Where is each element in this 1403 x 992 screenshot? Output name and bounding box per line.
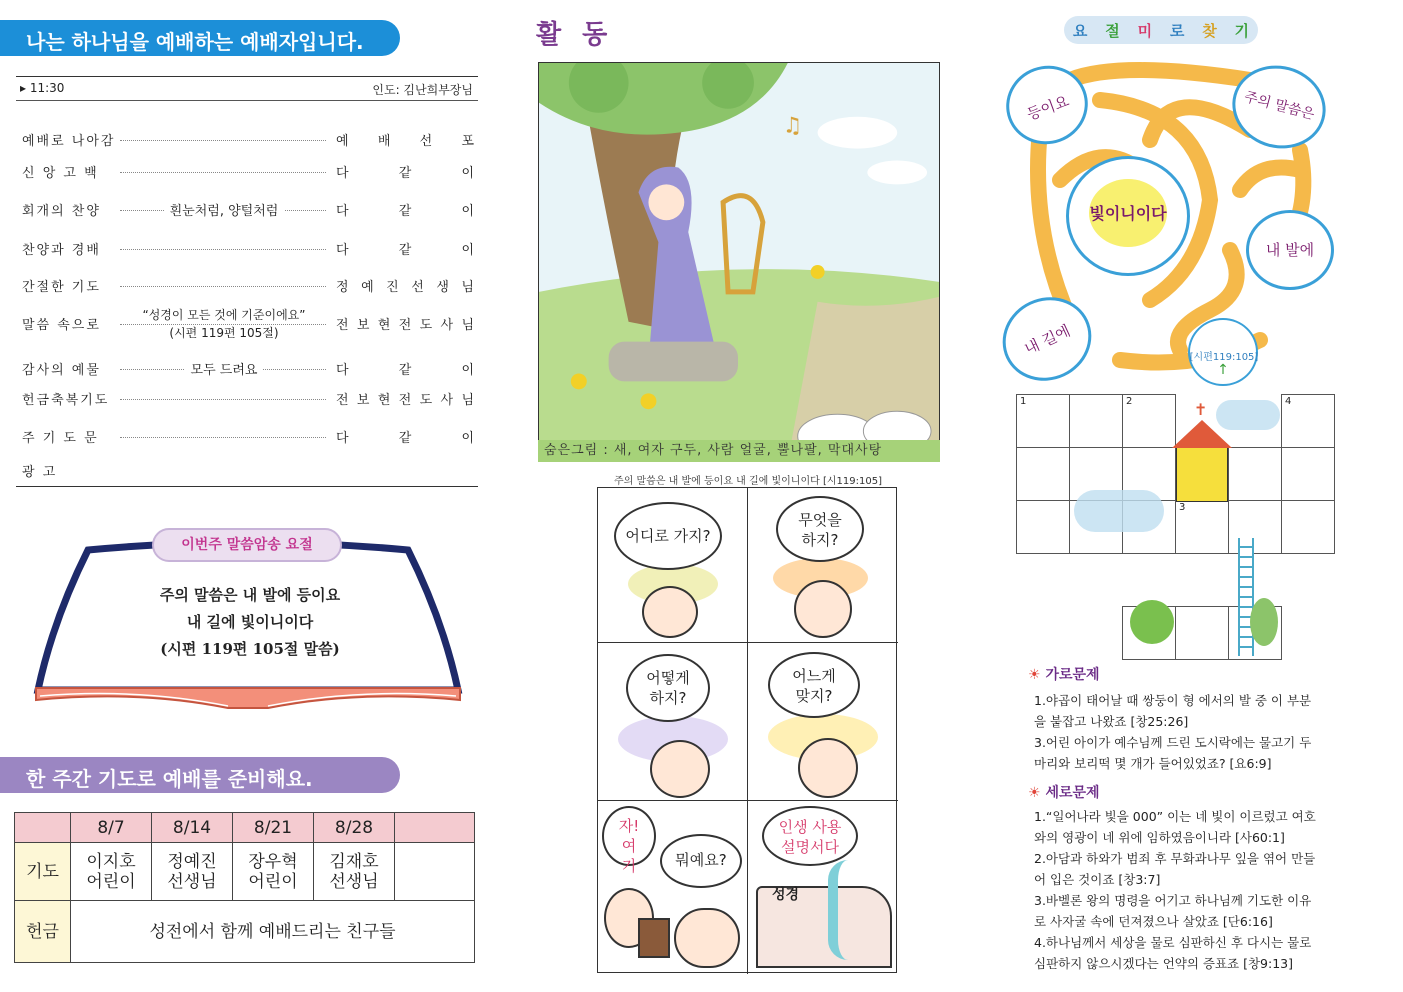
speech-bubble: 인생 사용 설명서다 — [762, 806, 858, 866]
order-right-char: 현 — [377, 318, 391, 333]
light-bulb-center — [1066, 156, 1190, 276]
down-title: 세로문제 — [1045, 785, 1100, 801]
order-right-char: 같 — [398, 204, 412, 219]
order-right-char: 보 — [356, 318, 370, 333]
clue-line: 마리와 보리떡 몇 개가 들어있었죠? [요6:9] — [1034, 756, 1272, 771]
hidden-picture-illustration — [538, 62, 940, 462]
down-heading — [1028, 782, 1100, 802]
order-right-char: 님 — [461, 393, 474, 408]
clue-line: 로 사자굴 속에 던져졌으나 살았죠 [단6:16] — [1034, 914, 1273, 929]
tree-icon — [1130, 600, 1174, 644]
order-right — [336, 389, 474, 408]
crossword-cell[interactable] — [1016, 500, 1070, 554]
divider — [16, 76, 478, 77]
order-right — [336, 359, 474, 378]
order-right-char: 다 — [336, 243, 349, 258]
crossword-cell[interactable] — [1122, 394, 1176, 448]
order-right-char: 이 — [461, 243, 474, 258]
order-right-char: 같 — [398, 431, 412, 446]
date-cell: 8/28 — [314, 813, 395, 843]
dotted-leader — [120, 172, 326, 173]
order-right-char: 같 — [398, 243, 412, 258]
order-right-char: 전 — [336, 318, 349, 333]
light-bulb: 내 길에 — [989, 283, 1105, 395]
order-right-char: 포 — [461, 134, 474, 149]
order-row — [22, 389, 474, 411]
order-right — [336, 314, 474, 333]
across-clues — [1034, 690, 1334, 774]
crossword-cell[interactable] — [1016, 394, 1070, 448]
order-right-char: 다 — [336, 363, 349, 378]
sun-icon: ☀ — [1028, 785, 1041, 801]
order-right-char: 전 — [398, 393, 412, 408]
order-right — [336, 276, 474, 295]
comic-strip — [597, 487, 897, 973]
dotted-leader — [120, 140, 326, 141]
child-face — [650, 740, 710, 798]
clue-line: 을 붙잡고 나왔죠 [창25:26] — [1034, 714, 1189, 729]
offering-text: 성전에서 함께 예배드리는 친구들 — [71, 901, 475, 963]
light-bulb: 내 발에 — [1246, 210, 1334, 290]
order-right-char: 배 — [377, 134, 391, 149]
order-right-char: 도 — [419, 318, 433, 333]
order-label: 신 앙 고 백 — [22, 166, 99, 181]
order-right — [336, 427, 474, 446]
crossword-cell[interactable] — [1228, 447, 1282, 501]
memory-verse — [80, 582, 420, 663]
order-right-char: 같 — [398, 363, 412, 378]
prayer-person: 김재호 선생님 — [314, 843, 395, 901]
title-char: 미 — [1137, 21, 1153, 40]
clue-line: 와의 영광이 네 위에 임하였음이니라 [사60:1] — [1034, 830, 1285, 845]
svg-text:♫: ♫ — [782, 113, 803, 139]
worship-leader: 인도: 김난희부장님 — [372, 83, 473, 97]
order-right — [336, 239, 474, 258]
order-label: 감사의 예물 — [22, 363, 101, 378]
church-icon — [1176, 446, 1228, 502]
order-right-char: 전 — [398, 318, 412, 333]
order-row — [22, 130, 474, 152]
order-label: 간절한 기도 — [22, 280, 101, 295]
order-right-char: 사 — [440, 393, 454, 408]
dotted-leader — [120, 249, 326, 250]
row-label-offering: 헌금 — [15, 901, 71, 963]
bible-path — [828, 860, 868, 960]
date-cell: 8/7 — [71, 813, 152, 843]
order-right-char: 님 — [461, 280, 474, 295]
prayer-header: 한 주간 기도로 예배를 준비해요. — [0, 757, 400, 793]
order-right-char: 님 — [461, 318, 474, 333]
order-right-char: 사 — [440, 318, 454, 333]
order-row — [22, 239, 474, 261]
order-right-char: 이 — [461, 363, 474, 378]
order-label: 예배로 나아감 — [22, 134, 116, 149]
clue-line: 2.아담과 하와가 범죄 후 무화과나무 잎을 엮어 만들 — [1034, 851, 1316, 866]
crossword-cell[interactable] — [1281, 447, 1335, 501]
order-row — [22, 162, 474, 184]
speech-bubble: 어떻게 하지? — [626, 654, 710, 722]
order-row — [22, 200, 474, 222]
speech-bubble: 자! 여기 — [602, 806, 656, 866]
comic-title: 주의 말씀은 내 발에 등이요 내 길에 빛이니이다 [시119:105] — [614, 476, 882, 487]
order-right-char: 다 — [336, 166, 349, 181]
order-right — [336, 162, 474, 181]
divider — [16, 100, 478, 101]
prayer-person: 정예진 선생님 — [152, 843, 233, 901]
up-arrow-icon: ↑ — [1217, 362, 1229, 378]
order-right-char: 선 — [411, 280, 424, 295]
order-right-char: 도 — [419, 393, 433, 408]
order-right-char: 선 — [419, 134, 433, 149]
clue-line: 3.바벨론 왕의 명령을 어기고 하나님께 기도한 이유 — [1034, 893, 1312, 908]
children-group — [674, 908, 740, 968]
child-face — [794, 580, 852, 638]
crossword-grid — [1016, 394, 1336, 664]
church-roof — [1172, 420, 1232, 448]
row-label-prayer: 기도 — [15, 843, 71, 901]
tree-icon — [1250, 598, 1278, 646]
order-row — [22, 308, 474, 340]
order-right-char: 이 — [461, 431, 474, 446]
order-right-char: 같 — [398, 166, 412, 181]
cell-number: 2 — [1126, 396, 1133, 407]
prayer-person — [395, 843, 475, 901]
order-mid — [132, 359, 316, 378]
light-bulb: 주의 말씀은 — [1223, 55, 1335, 159]
dotted-leader — [120, 437, 326, 438]
dotted-leader — [120, 399, 326, 400]
across-title: 가로문제 — [1045, 667, 1100, 683]
across-heading — [1028, 664, 1100, 684]
order-label: 회개의 찬양 — [22, 204, 101, 219]
cell-number: 4 — [1285, 396, 1292, 407]
down-clues — [1034, 806, 1334, 974]
time-value: 11:30 — [29, 81, 65, 95]
order-mid-text: “성경이 모든 것에 기준이에요” — [137, 308, 312, 322]
speech-bubble: 어디로 가지? — [614, 502, 722, 570]
ladder-icon — [1238, 538, 1254, 656]
comic-grid-line — [747, 488, 748, 974]
title-char: 절 — [1105, 21, 1120, 40]
order-right-char: 현 — [377, 393, 391, 408]
order-right-char: 정 — [336, 280, 349, 295]
crossword-cell[interactable] — [1016, 447, 1070, 501]
clue-line: 1.“일어나라 빛을 000” 이는 네 빛이 이르렀고 여호 — [1034, 809, 1316, 824]
order-right-char: 예 — [336, 134, 349, 149]
title-char: 기 — [1234, 21, 1250, 40]
order-right — [336, 130, 474, 149]
crossword-cell[interactable] — [1281, 500, 1335, 554]
speech-bubble: 어느게 맞지? — [768, 652, 860, 718]
order-label: 광 고 — [22, 465, 58, 480]
order-right — [336, 200, 474, 219]
activity-title: 활 동 — [536, 20, 614, 50]
date-cell — [395, 813, 475, 843]
speech-bubble: 뭐예요? — [660, 834, 742, 888]
bible-label: 성경 — [772, 887, 800, 903]
cross-icon: ✝ — [1194, 400, 1208, 419]
prayer-person: 이지호 어린이 — [71, 843, 152, 901]
title-char: 요 — [1072, 21, 1088, 40]
order-right-char: 이 — [461, 166, 474, 181]
verse-bulb — [1188, 318, 1258, 386]
order-mid-text: 흰눈처럼, 양털처럼 — [164, 204, 285, 219]
order-right-char: 예 — [361, 280, 374, 295]
clue-line: 어 입은 것이죠 [창3:7] — [1034, 872, 1161, 887]
cell-number: 3 — [1179, 502, 1186, 513]
memory-line: 주의 말씀은 내 발에 등이요 — [159, 586, 341, 604]
memory-title: 이번주 말씀암송 요절 — [152, 528, 342, 562]
hidden-picture-caption: 숨은그림 : 새, 여자 구두, 사람 얼굴, 뿔나팔, 막대사탕 — [538, 440, 940, 462]
center-glow: 빛이니이다 — [1089, 179, 1167, 247]
crossword-cell[interactable] — [1069, 394, 1123, 448]
speech-bubble: 무엇을 하지? — [776, 496, 864, 562]
order-row — [22, 427, 474, 449]
worship-header: 나는 하나님을 예배하는 예배자입니다. — [0, 20, 400, 56]
prayer-table — [14, 812, 475, 963]
child-face — [798, 738, 858, 798]
order-label: 주 기 도 문 — [22, 431, 99, 446]
clue-line: 3.어린 아이가 예수님께 드린 도시락에는 물고기 두 — [1034, 735, 1312, 750]
crossword-cell[interactable] — [1175, 606, 1229, 660]
order-row — [22, 276, 474, 298]
memory-line: 내 길에 빛이니이다 — [186, 613, 314, 631]
title-char: 로 — [1169, 21, 1185, 40]
clue-line: 심판하지 않으시겠다는 언약의 증표죠 [창9:13] — [1034, 956, 1293, 971]
table-corner — [15, 813, 71, 843]
order-right-char: 진 — [386, 280, 399, 295]
crossword-cell[interactable] — [1281, 394, 1335, 448]
crossword-cell[interactable] — [1228, 500, 1282, 554]
cell-number: 1 — [1020, 396, 1027, 407]
crossword-cell[interactable] — [1175, 500, 1229, 554]
book-stack — [638, 918, 670, 958]
order-label: 헌금축복기도 — [22, 393, 110, 408]
sun-icon: ☀ — [1028, 667, 1041, 683]
order-mid-text: (시편 119편 105절) — [163, 326, 284, 340]
order-label: 말씀 속으로 — [22, 318, 101, 333]
date-cell: 8/14 — [152, 813, 233, 843]
child-face — [642, 586, 698, 638]
title-char: 찾 — [1202, 21, 1217, 40]
order-mid — [132, 200, 316, 219]
order-right-char: 다 — [336, 431, 349, 446]
order-label: 찬양과 경배 — [22, 243, 101, 258]
comic-grid-line — [598, 642, 898, 643]
clue-line: 1.야곱이 태어날 때 쌍둥이 형 에서의 발 중 이 부분 — [1034, 693, 1312, 708]
verse-ref: [시편119:105] — [1189, 352, 1259, 363]
order-mid-text: 모두 드려요 — [185, 363, 264, 378]
prayer-person: 장우혁 어린이 — [233, 843, 314, 901]
date-cell: 8/21 — [233, 813, 314, 843]
order-right-char: 생 — [436, 280, 449, 295]
order-right-char: 전 — [336, 393, 349, 408]
worship-time: ▸ 11:30 — [20, 81, 65, 95]
order-mid — [132, 306, 316, 342]
order-right-char: 이 — [461, 204, 474, 219]
order-row — [22, 461, 474, 483]
divider — [16, 486, 478, 487]
order-right-char: 보 — [356, 393, 370, 408]
dotted-leader — [120, 286, 326, 287]
comic-grid-line — [598, 800, 898, 801]
order-row — [22, 359, 474, 381]
light-bulb: 등이요 — [995, 54, 1099, 155]
clue-line: 4.하나님께서 세상을 물로 심판하신 후 다시는 물로 — [1034, 935, 1312, 950]
memory-line: (시편 119편 105절 말씀) — [160, 640, 340, 658]
cloud-icon — [1074, 490, 1164, 532]
order-right-char: 다 — [336, 204, 349, 219]
